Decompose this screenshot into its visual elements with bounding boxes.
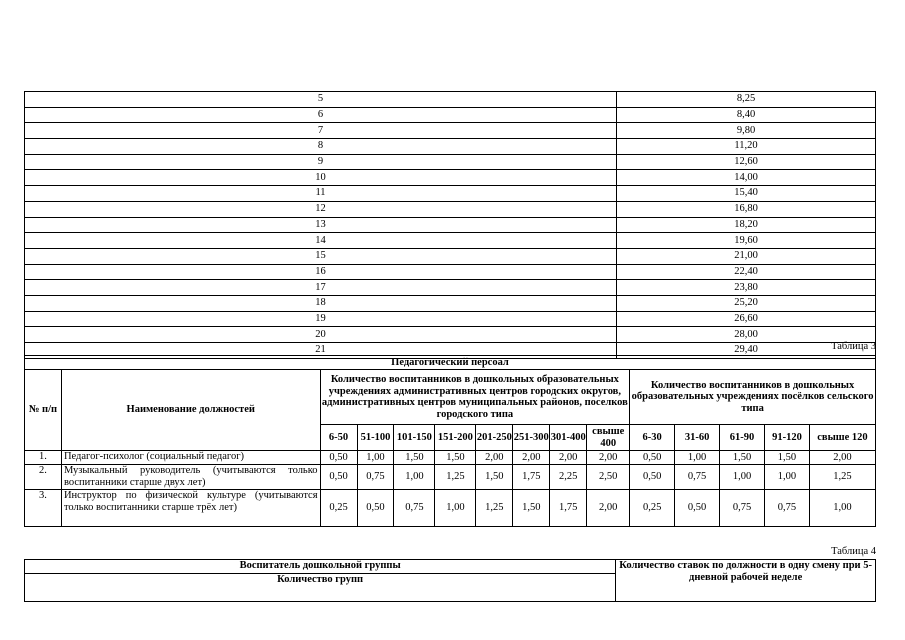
position-name: Педагог-психолог (социальный педагог) (61, 451, 320, 465)
table-row (25, 92, 876, 108)
table-row (25, 264, 876, 280)
pedagogical-staff-table (24, 355, 876, 527)
rural-rate-cell: 0,25 (630, 490, 675, 527)
rural-rate-cell: 1,00 (720, 465, 765, 490)
city-rate-cell: 2,00 (513, 451, 550, 465)
rate-cell: 18,20 (617, 217, 876, 233)
rate-cell: 15,40 (617, 186, 876, 202)
group-count-cell: 19 (25, 311, 617, 327)
column-header-city-range: 251-300 (513, 425, 550, 451)
city-rate-cell: 0,75 (394, 490, 435, 527)
group-count-header: Количество групп (25, 574, 616, 602)
group-count-cell: 8 (25, 139, 617, 155)
group-count-cell: 13 (25, 217, 617, 233)
group-count-cell: 10 (25, 170, 617, 186)
rural-rate-cell: 0,75 (765, 490, 810, 527)
table-row (25, 139, 876, 155)
group-count-cell: 12 (25, 201, 617, 217)
table-row (25, 154, 876, 170)
table-row (25, 327, 876, 343)
group-teacher-table (24, 559, 876, 602)
city-rate-cell: 2,00 (587, 451, 630, 465)
column-header-rural-range: 6-30 (630, 425, 675, 451)
city-rate-cell: 1,75 (513, 465, 550, 490)
column-header-position: Наименование должностей (61, 370, 320, 451)
column-header-rural-range: 61-90 (720, 425, 765, 451)
rural-rate-cell: 1,50 (720, 451, 765, 465)
rural-rate-cell: 0,50 (630, 451, 675, 465)
row-number: 2. (25, 465, 62, 490)
group-count-cell: 11 (25, 186, 617, 202)
rate-cell: 19,60 (617, 233, 876, 249)
group-count-cell: 9 (25, 154, 617, 170)
city-rate-cell: 0,50 (320, 451, 357, 465)
group-count-cell: 15 (25, 248, 617, 264)
position-name: Музыкальный руководитель (учитываются только воспитанники старше двух лет) (61, 465, 320, 490)
group-count-cell: 16 (25, 264, 617, 280)
table-row (25, 123, 876, 139)
group-count-cell: 7 (25, 123, 617, 139)
city-rate-cell: 2,00 (587, 490, 630, 527)
city-rate-cell: 0,75 (357, 465, 394, 490)
rural-rate-cell: 2,00 (809, 451, 875, 465)
rate-cell: 16,80 (617, 201, 876, 217)
city-rate-cell: 0,25 (320, 490, 357, 527)
rural-rate-cell: 0,50 (675, 490, 720, 527)
staffing-rates-table-continuation (24, 91, 876, 359)
city-rate-cell: 2,00 (550, 451, 587, 465)
column-header-city-range: 51-100 (357, 425, 394, 451)
table-row (25, 295, 876, 311)
city-rate-cell: 1,50 (435, 451, 476, 465)
city-rate-cell: 1,25 (476, 490, 513, 527)
rural-rate-cell: 0,50 (630, 465, 675, 490)
rate-cell: 21,00 (617, 248, 876, 264)
city-rate-cell: 1,00 (394, 465, 435, 490)
table-row (25, 280, 876, 296)
city-rate-cell: 1,50 (513, 490, 550, 527)
column-header-rural-range: 91-120 (765, 425, 810, 451)
city-rate-cell: 2,25 (550, 465, 587, 490)
rate-cell: 8,25 (617, 92, 876, 108)
table-row (25, 107, 876, 123)
rural-rate-cell: 1,00 (675, 451, 720, 465)
table-row (25, 465, 876, 490)
group-count-cell: 20 (25, 327, 617, 343)
table-row (25, 311, 876, 327)
column-header-city-range: 151-200 (435, 425, 476, 451)
rate-cell: 22,40 (617, 264, 876, 280)
rural-rate-cell: 1,50 (765, 451, 810, 465)
position-name: Инструктор по физической культуре (учитываются только воспитанники старше трёх лет) (61, 490, 320, 527)
rate-cell: 8,40 (617, 107, 876, 123)
rate-cell: 14,00 (617, 170, 876, 186)
city-rate-cell: 2,50 (587, 465, 630, 490)
city-rate-cell: 1,00 (357, 451, 394, 465)
group-count-cell: 17 (25, 280, 617, 296)
table-row (25, 233, 876, 249)
group-count-cell: 21 (25, 343, 617, 359)
table3-caption: Таблица 3 (831, 341, 876, 352)
rural-rate-cell: 1,25 (809, 465, 875, 490)
group-count-cell: 5 (25, 92, 617, 108)
rural-rate-cell: 1,00 (809, 490, 875, 527)
rate-cell: 23,80 (617, 280, 876, 296)
group-count-cell: 14 (25, 233, 617, 249)
city-rate-cell: 1,00 (435, 490, 476, 527)
table-row (25, 248, 876, 264)
column-group-city: Количество воспитанников в дошкольных образовательных учреждениях административных центров городских округов, административных центров муниципальных районов, поселков городского типа (320, 370, 630, 425)
rates-per-shift-header: Количество ставок по должности в одну смену при 5-дневной рабочей неделе (616, 560, 876, 602)
rural-rate-cell: 1,00 (765, 465, 810, 490)
column-header-city-range: свыше 400 (587, 425, 630, 451)
column-header-city-range: 301-400 (550, 425, 587, 451)
rate-cell: 9,80 (617, 123, 876, 139)
table-row (25, 170, 876, 186)
city-rate-cell: 0,50 (357, 490, 394, 527)
city-rate-cell: 1,25 (435, 465, 476, 490)
column-header-number: № п/п (25, 370, 62, 451)
table3-title: Педагогический персоал (25, 356, 876, 370)
rate-cell: 26,60 (617, 311, 876, 327)
rate-cell: 29,40 (617, 343, 876, 359)
city-rate-cell: 0,50 (320, 465, 357, 490)
row-number: 1. (25, 451, 62, 465)
city-rate-cell: 1,75 (550, 490, 587, 527)
rural-rate-cell: 0,75 (720, 490, 765, 527)
group-count-cell: 6 (25, 107, 617, 123)
column-header-city-range: 6-50 (320, 425, 357, 451)
row-number: 3. (25, 490, 62, 527)
column-group-rural: Количество воспитанников в дошкольных образовательных учреждениях посёлков сельского типа (630, 370, 876, 425)
group-count-cell: 18 (25, 295, 617, 311)
city-rate-cell: 1,50 (394, 451, 435, 465)
rate-cell: 11,20 (617, 139, 876, 155)
rate-cell: 28,00 (617, 327, 876, 343)
table-row (25, 490, 876, 527)
column-header-rural-range: 31-60 (675, 425, 720, 451)
table-row (25, 217, 876, 233)
column-header-city-range: 201-250 (476, 425, 513, 451)
table4-caption: Таблица 4 (831, 546, 876, 557)
city-rate-cell: 2,00 (476, 451, 513, 465)
table-row (25, 451, 876, 465)
table-row (25, 186, 876, 202)
rate-cell: 12,60 (617, 154, 876, 170)
rural-rate-cell: 0,75 (675, 465, 720, 490)
column-header-city-range: 101-150 (394, 425, 435, 451)
city-rate-cell: 1,50 (476, 465, 513, 490)
column-header-rural-range: свыше 120 (809, 425, 875, 451)
table-row (25, 201, 876, 217)
rate-cell: 25,20 (617, 295, 876, 311)
group-teacher-header: Воспитатель дошкольной группы (25, 560, 616, 574)
